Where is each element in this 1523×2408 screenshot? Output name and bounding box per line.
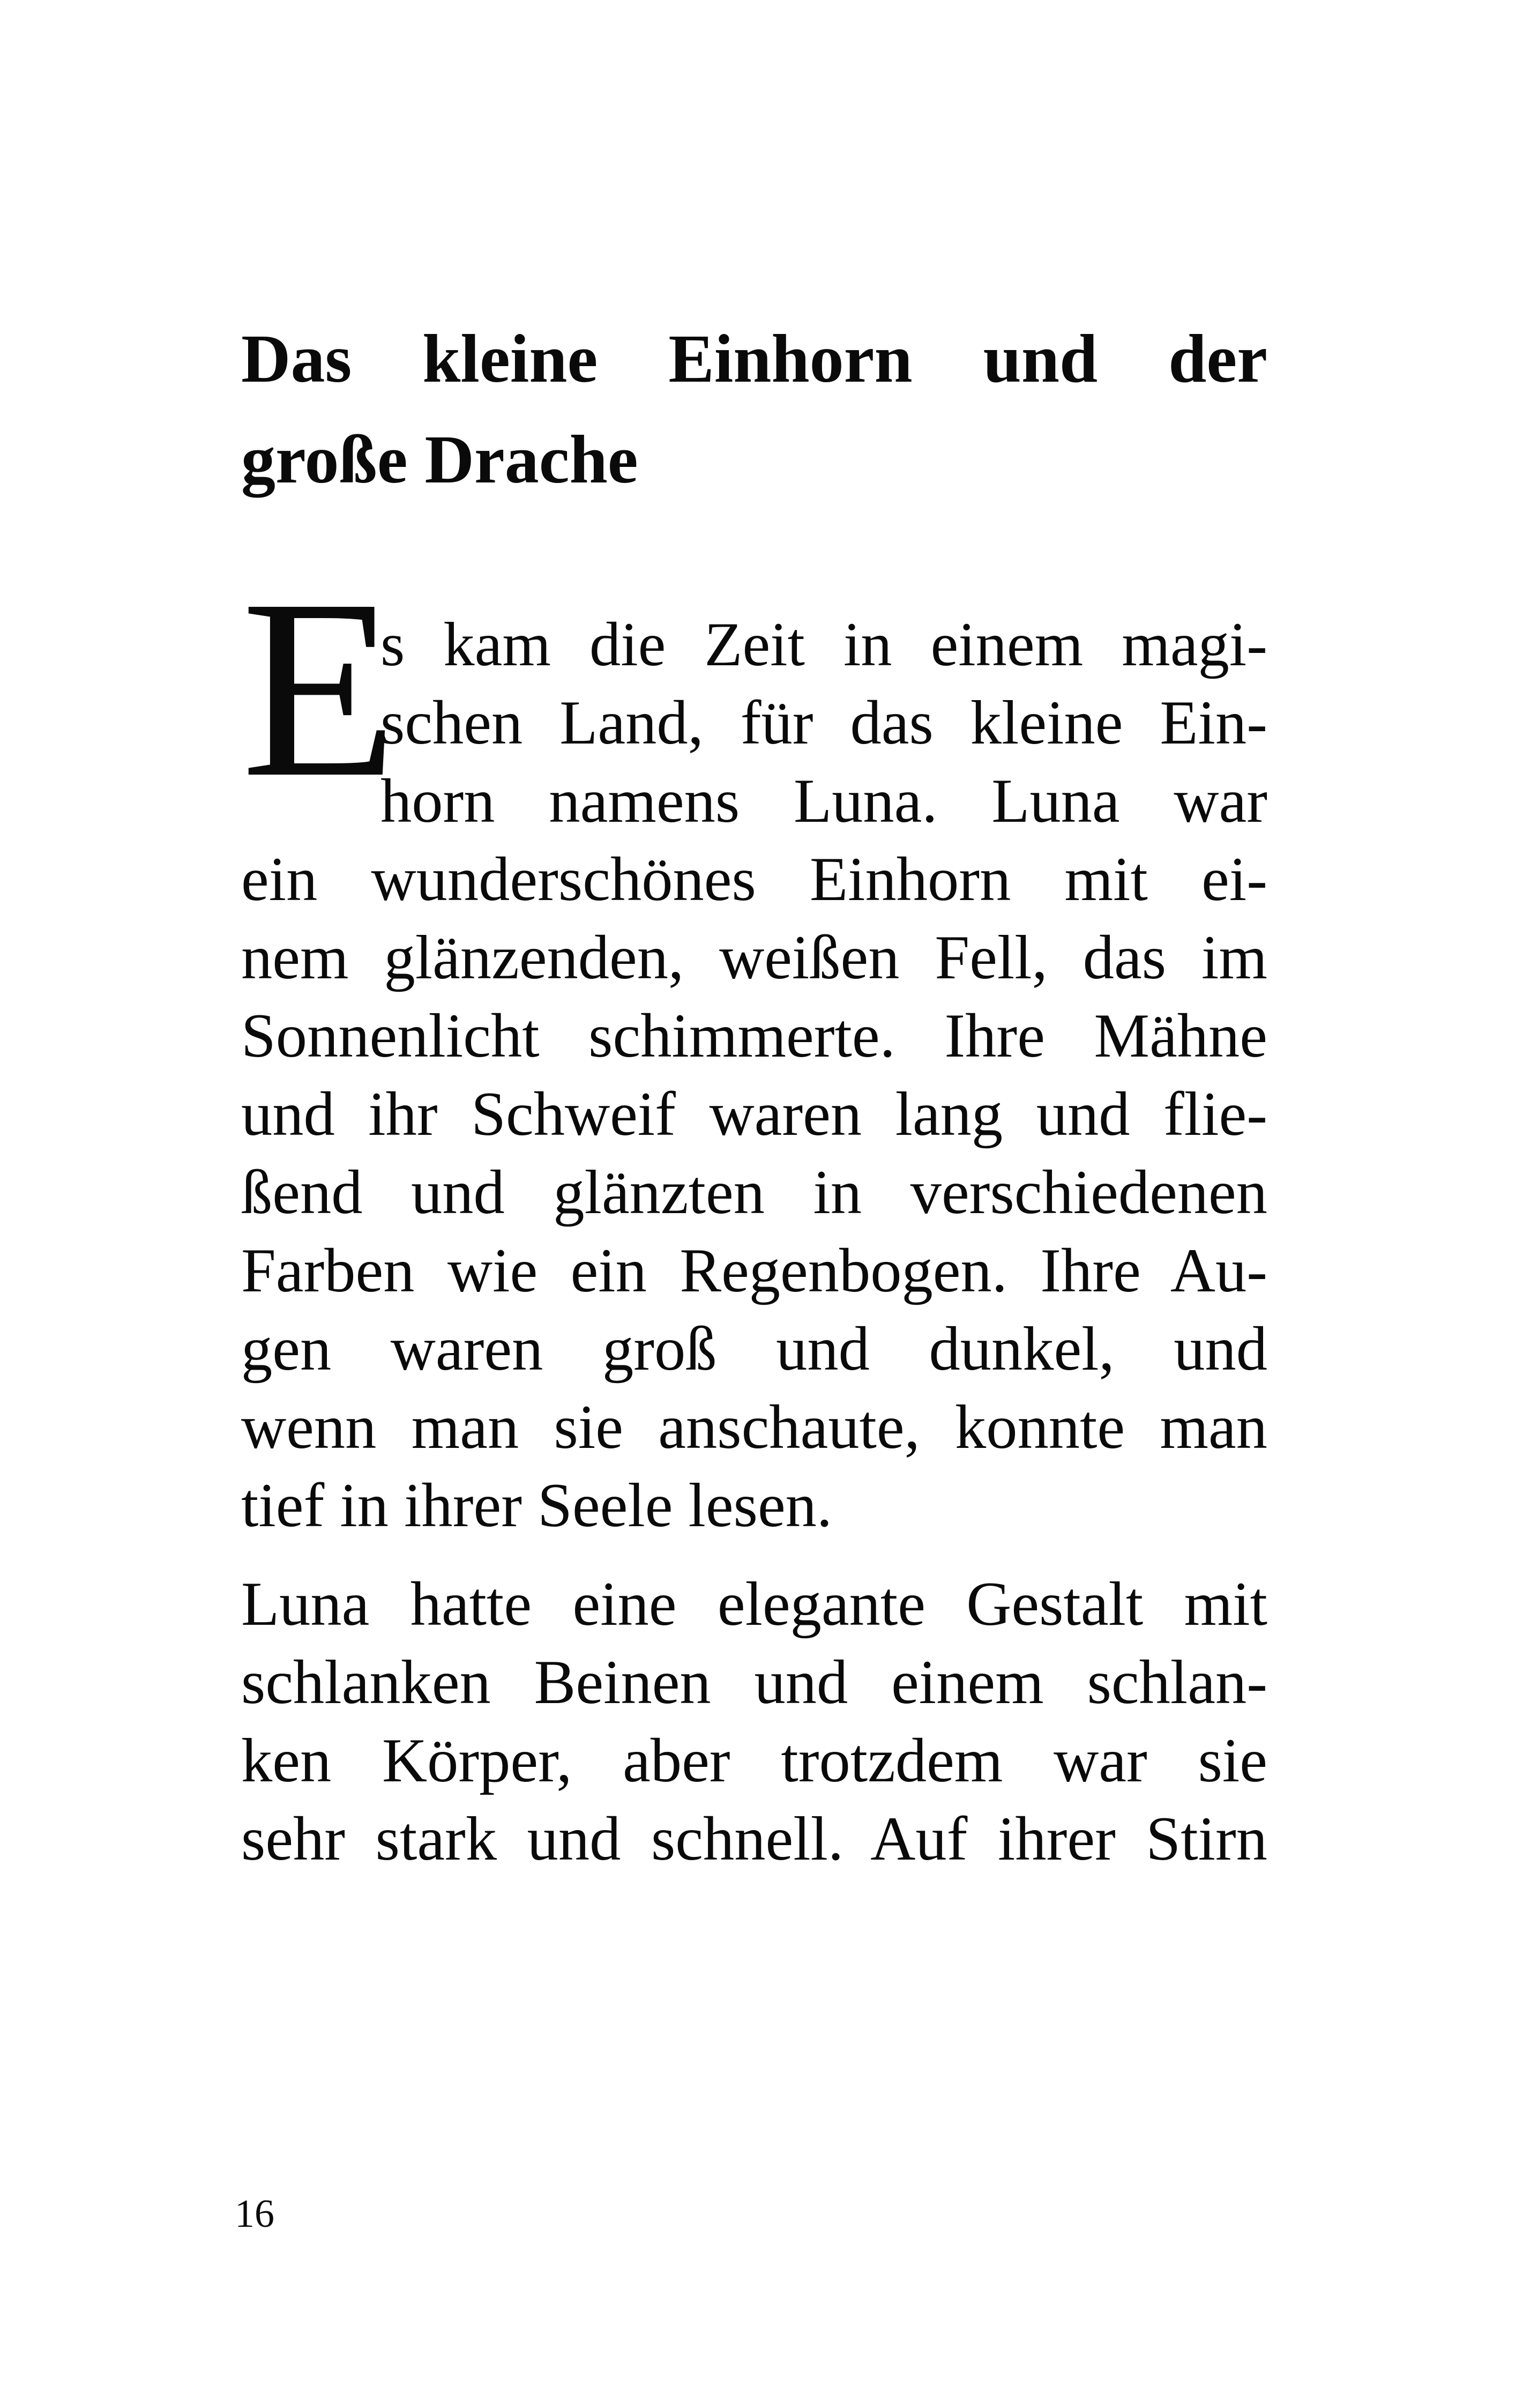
chapter-title-line: große Drache [241, 421, 638, 497]
body-text [241, 606, 1267, 1878]
chapter-title-line: Das kleine Einhorn und der [241, 321, 1267, 397]
drop-cap: E [241, 547, 398, 830]
text-line: wenn man sie anschaute, konnte man [241, 1393, 1267, 1462]
text-line: tief in ihrer Seele lesen. [241, 1471, 833, 1540]
text-line: horn namens Luna. Luna war [380, 767, 1267, 836]
text-line: ein wunderschönes Einhorn mit ei- [241, 845, 1267, 914]
text-line: Luna hatte eine elegante Gestalt mit [241, 1570, 1267, 1639]
page-number: 16 [235, 2192, 274, 2236]
chapter-title [241, 308, 1267, 510]
text-line: gen waren groß und dunkel, und [241, 1314, 1267, 1384]
text-line: Sonnenlicht schimmerte. Ihre Mähne [241, 1001, 1267, 1071]
text-line: schlanken Beinen und einem schlan- [241, 1648, 1267, 1717]
paragraph [241, 606, 1267, 1545]
text-line: und ihr Schweif waren lang und flie- [241, 1080, 1267, 1149]
text-line: ken Körper, aber trotzdem war sie [241, 1726, 1267, 1795]
text-line: s kam die Zeit in einem magi- [380, 610, 1267, 679]
text-line: Farben wie ein Regenbogen. Ihre Au- [241, 1236, 1267, 1305]
text-line: schen Land, für das kleine Ein- [380, 688, 1267, 757]
paragraph [241, 1565, 1267, 1878]
text-line: ßend und glänzten in verschiedenen [241, 1158, 1267, 1227]
text-line: nem glänzenden, weißen Fell, das im [241, 923, 1267, 992]
text-line: sehr stark und schnell. Auf ihrer Stirn [241, 1804, 1267, 1874]
